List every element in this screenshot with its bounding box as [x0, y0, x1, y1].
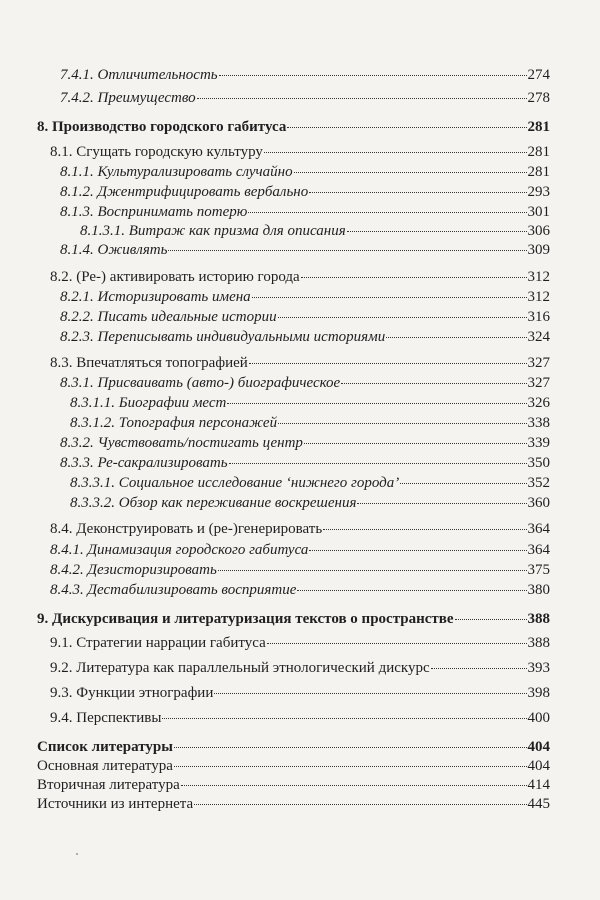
- toc-entry-page: 301: [527, 204, 550, 220]
- leader-dots: [455, 619, 527, 620]
- leader-dots: [323, 529, 526, 530]
- toc-entry-page: 327: [527, 375, 550, 391]
- toc-entry-title: 8.2.3. Переписывать индивидуальными историями: [60, 329, 386, 345]
- toc-entry-page: 309: [527, 242, 550, 258]
- toc-entry-page: 306: [527, 223, 550, 239]
- toc-entry-title: 8.3.1. Присваивать (авто-) биографическое: [60, 375, 341, 391]
- toc-entry-title: 8.1. Сгущать городскую культуру: [50, 144, 263, 160]
- leader-dots: [304, 443, 527, 444]
- toc-entry-page: 316: [527, 309, 550, 325]
- toc-entry[interactable]: [60, 66, 550, 84]
- leader-dots: [287, 127, 526, 128]
- toc-entry[interactable]: [70, 474, 550, 492]
- toc-entry-page: 380: [527, 582, 550, 598]
- leader-dots: [400, 483, 526, 484]
- toc-entry-title: 8.1.1. Культурализировать случайно: [60, 164, 293, 180]
- toc-entry[interactable]: [50, 659, 550, 677]
- toc-entry-title: 8.4.3. Дестабилизировать восприятие: [50, 582, 297, 598]
- leader-dots: [219, 75, 527, 76]
- toc-entry[interactable]: [70, 494, 550, 512]
- toc-entry[interactable]: [50, 520, 550, 538]
- toc-entry-title: 9. Дискурсивация и литературизация текстов о пространстве: [37, 611, 454, 627]
- toc-entry-page: 281: [527, 164, 550, 180]
- toc-entry[interactable]: [60, 241, 550, 259]
- toc-entry[interactable]: [70, 414, 550, 432]
- toc-entry-title: 7.4.2. Преимущество: [60, 90, 196, 106]
- toc-entry-page: 445: [527, 796, 550, 812]
- toc-entry-title: Основная литература: [37, 758, 173, 774]
- toc-entry-page: 281: [527, 144, 550, 160]
- toc-entry-title: 8.3.1.1. Биографии мест: [70, 395, 227, 411]
- leader-dots: [174, 747, 527, 748]
- toc-entry-page: 404: [527, 739, 550, 755]
- toc-entry-title: Список литературы: [37, 739, 173, 755]
- toc-entry-page: 293: [527, 184, 550, 200]
- leader-dots: [278, 317, 527, 318]
- toc-entry-page: 327: [527, 355, 550, 371]
- toc-entry-page: 404: [527, 758, 550, 774]
- toc-entry-page: 312: [527, 269, 550, 285]
- toc-entry[interactable]: [70, 394, 550, 412]
- toc-entry-title: Вторичная литература: [37, 777, 180, 793]
- toc-entry-page: 312: [527, 289, 550, 305]
- leader-dots: [248, 212, 526, 213]
- toc-entry[interactable]: [60, 183, 550, 201]
- toc-entry[interactable]: [37, 776, 550, 794]
- toc-entry-page: 400: [527, 710, 550, 726]
- toc-entry[interactable]: [50, 561, 550, 579]
- toc-entry[interactable]: [50, 143, 550, 161]
- leader-dots: [214, 693, 526, 694]
- toc-entry-title: 8.3.3. Ре-сакрализировать: [60, 455, 228, 471]
- toc-entry-title: 9.3. Функции этнографии: [50, 685, 214, 701]
- leader-dots: [309, 550, 526, 551]
- leader-dots: [301, 277, 527, 278]
- toc-entry-title: 8.3.1.2. Топография персонажей: [70, 415, 278, 431]
- toc-entry[interactable]: [37, 795, 550, 813]
- toc-entry-title: 8.1.2. Джентрифицировать вербально: [60, 184, 309, 200]
- toc-entry[interactable]: [60, 89, 550, 107]
- toc-entry-title: 8.4. Деконструировать и (ре-)генерировать: [50, 521, 323, 537]
- leader-dots: [229, 463, 527, 464]
- leader-dots: [162, 718, 526, 719]
- leader-dots: [264, 152, 527, 153]
- toc-entry-page: 364: [527, 542, 550, 558]
- toc-entry[interactable]: [60, 288, 550, 306]
- toc-entry-title: 8.3.3.1. Социальное исследование ‘нижнего города’: [70, 475, 400, 491]
- leader-dots: [431, 668, 527, 669]
- toc-entry-title: Источники из интернета: [37, 796, 194, 812]
- toc-entry-title: 9.4. Перспективы: [50, 710, 162, 726]
- toc-entry-title: 8.3.3.2. Обзор как переживание воскрешения: [70, 495, 357, 511]
- leader-dots: [168, 250, 526, 251]
- toc-entry[interactable]: [60, 374, 550, 392]
- toc-entry-page: 278: [527, 90, 550, 106]
- toc-entry-title: 9.1. Стратегии наррации габитуса: [50, 635, 266, 651]
- toc-entry-page: 324: [527, 329, 550, 345]
- toc-entry-page: 338: [527, 415, 550, 431]
- leader-dots: [181, 785, 527, 786]
- toc-chapter[interactable]: [37, 118, 550, 136]
- page-speck: [76, 853, 78, 855]
- toc-entry-page: 360: [527, 495, 550, 511]
- toc-entry[interactable]: [60, 454, 550, 472]
- leader-dots: [386, 337, 526, 338]
- toc-entry-title: 8.1.3.1. Витраж как призма для описания: [80, 223, 346, 239]
- leader-dots: [227, 403, 526, 404]
- leader-dots: [297, 590, 526, 591]
- toc-entry[interactable]: [37, 757, 550, 775]
- toc-entry-page: 414: [527, 777, 550, 793]
- toc-entry[interactable]: [60, 328, 550, 346]
- toc-entry-title: 8.3.2. Чувствовать/постигать центр: [60, 435, 303, 451]
- toc-entry-page: 326: [527, 395, 550, 411]
- toc-entry-page: 274: [527, 67, 550, 83]
- toc-chapter[interactable]: [37, 610, 550, 628]
- toc-entry-page: 350: [527, 455, 550, 471]
- toc-entry[interactable]: [50, 581, 550, 599]
- toc-entry-page: 339: [527, 435, 550, 451]
- leader-dots: [278, 423, 526, 424]
- leader-dots: [194, 804, 526, 805]
- leader-dots: [347, 231, 527, 232]
- toc-entry-title: 8.2.1. Историзировать имена: [60, 289, 251, 305]
- leader-dots: [267, 643, 527, 644]
- toc-entry-title: 8.2. (Ре-) активировать историю города: [50, 269, 300, 285]
- toc-entry-title: 7.4.1. Отличительность: [60, 67, 218, 83]
- toc-entry[interactable]: [50, 634, 550, 652]
- leader-dots: [249, 363, 527, 364]
- toc-entry-title: 8.2.2. Писать идеальные истории: [60, 309, 277, 325]
- toc-entry-page: 398: [527, 685, 550, 701]
- toc-entry[interactable]: [60, 434, 550, 452]
- leader-dots: [197, 98, 527, 99]
- toc-entry-page: 352: [527, 475, 550, 491]
- toc-entry-title: 8.1.3. Воспринимать потерю: [60, 204, 248, 220]
- toc-entry[interactable]: [60, 308, 550, 326]
- toc-entry-page: 388: [527, 635, 550, 651]
- toc-entry-title: 8.4.2. Дезисторизировать: [50, 562, 217, 578]
- toc-entry-page: 393: [527, 660, 550, 676]
- leader-dots: [218, 570, 527, 571]
- toc-entry[interactable]: [80, 222, 550, 240]
- toc-entry-title: 8. Производство городского габитуса: [37, 119, 287, 135]
- leader-dots: [252, 297, 527, 298]
- leader-dots: [309, 192, 526, 193]
- toc-entry[interactable]: [50, 709, 550, 727]
- toc-entry[interactable]: [60, 163, 550, 181]
- leader-dots: [174, 766, 527, 767]
- toc-chapter[interactable]: [37, 738, 550, 756]
- leader-dots: [357, 503, 526, 504]
- toc-entry-title: 9.2. Литература как параллельный этнологический дискурс: [50, 660, 430, 676]
- toc-entry-title: 8.1.4. Оживлять: [60, 242, 168, 258]
- leader-dots: [341, 383, 526, 384]
- toc-entry-page: 388: [527, 611, 550, 627]
- toc-entry[interactable]: [50, 268, 550, 286]
- leader-dots: [294, 172, 527, 173]
- toc-entry-page: 375: [527, 562, 550, 578]
- toc-entry[interactable]: [50, 684, 550, 702]
- toc-entry-page: 364: [527, 521, 550, 537]
- toc-entry[interactable]: [60, 203, 550, 221]
- toc-entry-page: 281: [527, 119, 550, 135]
- toc-entry-title: 8.4.1. Динамизация городского габитуса: [50, 542, 309, 558]
- toc-entry[interactable]: [50, 354, 550, 372]
- toc-entry-title: 8.3. Впечатляться топографией: [50, 355, 248, 371]
- toc-entry[interactable]: [50, 541, 550, 559]
